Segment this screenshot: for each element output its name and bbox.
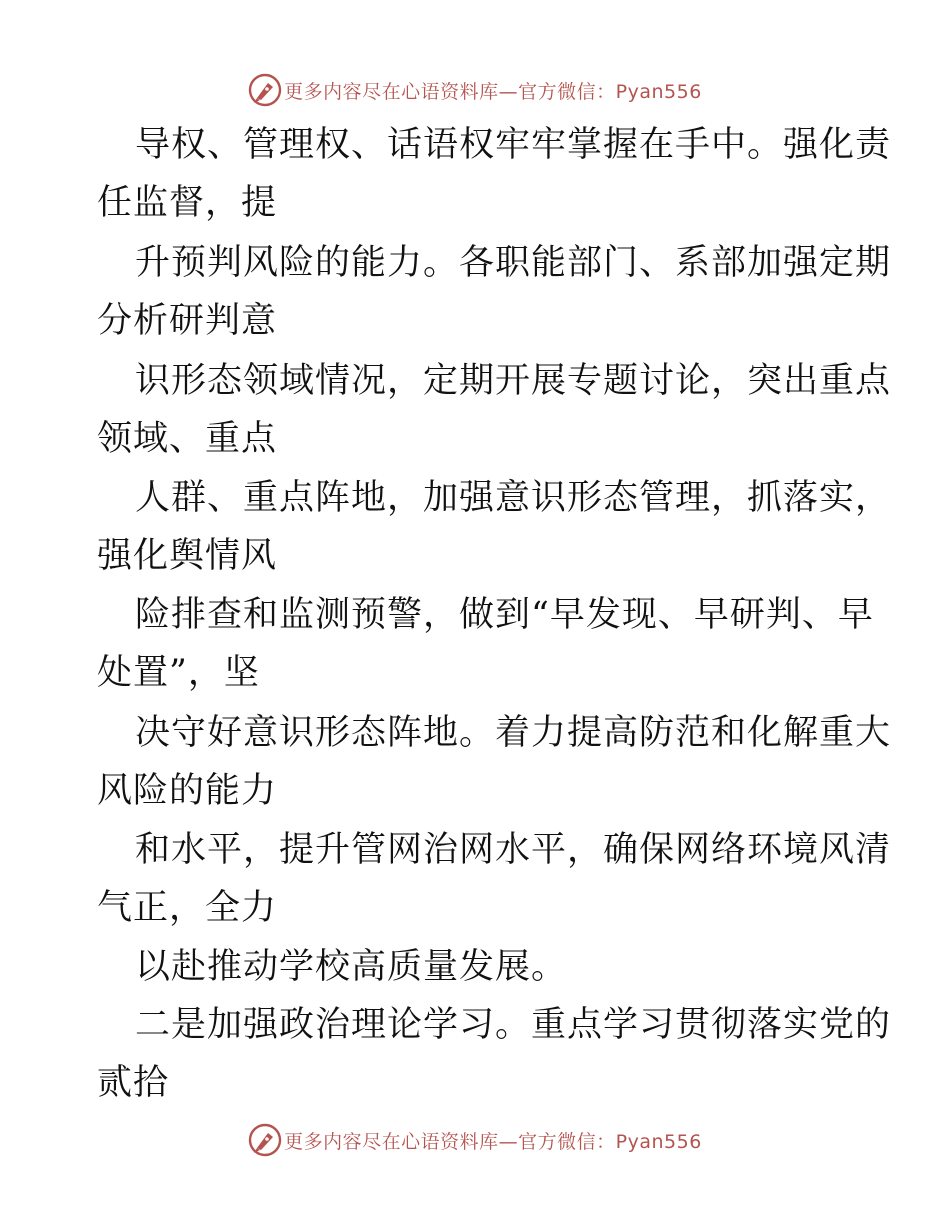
pen-nib-logo-icon (248, 73, 282, 107)
body-line: 以赴推动学校高质量发展。 (135, 947, 568, 987)
body-line: 分析研判意 (97, 301, 278, 341)
body-line: 任监督，提 (97, 183, 278, 223)
body-line: 处置”，坚 (97, 653, 260, 693)
footer-banner (0, 1120, 950, 1160)
body-line: 人群、重点阵地，加强意识形态管理，抓落实， (135, 478, 892, 518)
body-line: 气正，全力 (97, 888, 278, 928)
body-line: 风险的能力 (97, 771, 278, 811)
body-line: 导权、管理权、话语权牢牢掌握在手中。强化责 (135, 125, 892, 165)
header-banner (0, 70, 950, 110)
body-line: 强化舆情风 (97, 536, 278, 576)
body-line: 和水平，提升管网治网水平，确保网络环境风清 (135, 830, 892, 870)
body-line: 决守好意识形态阵地。着力提高防范和化解重大 (135, 713, 892, 753)
body-line: 识形态领域情况，定期开展专题讨论，突出重点 (135, 361, 892, 401)
body-line: 升预判风险的能力。各职能部门、系部加强定期 (135, 243, 892, 283)
pen-nib-logo-icon (248, 1123, 282, 1157)
body-line: 险排查和监测预警，做到“早发现、早研判、早 (135, 595, 874, 635)
footer-banner-text: 更多内容尽在心语资料库—官方微信：Pyan556 (284, 1130, 702, 1153)
body-line: 领域、重点 (97, 419, 278, 459)
body-line: 二是加强政治理论学习。重点学习贯彻落实党的 (135, 1005, 892, 1045)
body-line: 贰拾 (97, 1063, 170, 1103)
header-banner-text: 更多内容尽在心语资料库—官方微信：Pyan556 (284, 80, 702, 103)
